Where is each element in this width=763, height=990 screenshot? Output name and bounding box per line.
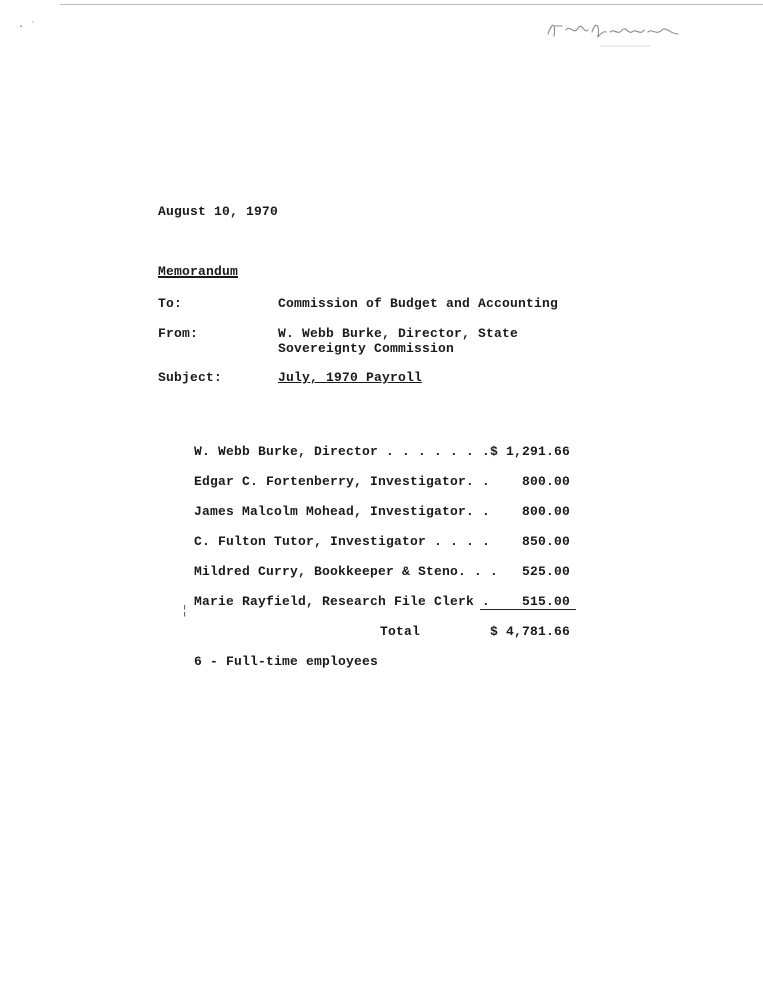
payroll-row-name: Mildred Curry, Bookkeeper & Steno. . . [194,564,499,579]
subject-label: Subject: [158,370,223,385]
to-label: To: [158,296,183,311]
top-rule [60,4,763,5]
total-label: Total [380,624,421,639]
payroll-row-name: Edgar C. Fortenberry, Investigator. . [194,474,491,489]
payroll-row-name: James Malcolm Mohead, Investigator. . [194,504,491,519]
memo-date: August 10, 1970 [158,204,279,219]
from-value: W. Webb Burke, Director, State Sovereignty Commission [278,326,519,356]
employees-note: 6 - Full-time employees [194,654,379,669]
total-amount: $ 4,781.66 [489,624,570,639]
amount-underline [480,609,576,610]
handwritten-signature [540,12,690,52]
payroll-row-amount: $ 1,291.66 [489,444,570,459]
payroll-row-amount: 800.00 [521,474,570,489]
payroll-row-name: W. Webb Burke, Director . . . . . . . [194,444,491,459]
memo-title: Memorandum [158,264,239,279]
payroll-row-amount: 525.00 [521,564,570,579]
payroll-row-amount: 800.00 [521,504,570,519]
payroll-row-name: C. Fulton Tutor, Investigator . . . . [194,534,491,549]
scan-specks: · ˙ [18,22,37,33]
subject-value: July, 1970 Payroll [278,370,423,385]
to-value: Commission of Budget and Accounting [278,296,559,311]
payroll-row-amount: 850.00 [521,534,570,549]
margin-mark: ¦ [181,604,189,618]
payroll-row-amount: 515.00 [521,594,570,609]
payroll-row-name: Marie Rayfield, Research File Clerk . [194,594,491,609]
from-label: From: [158,326,199,341]
